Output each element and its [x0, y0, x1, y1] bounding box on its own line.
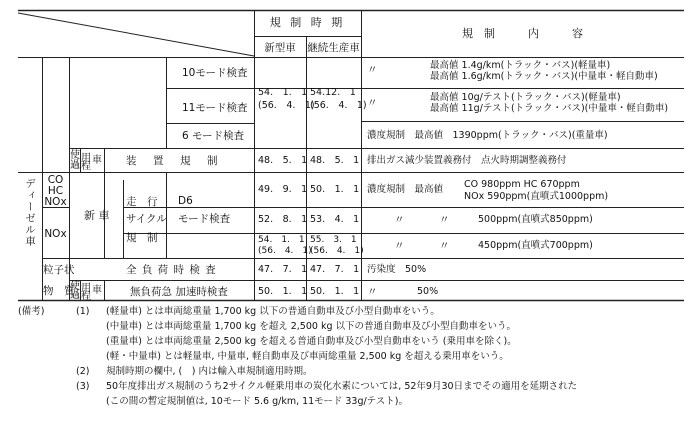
row3-test: 6 モード検査	[182, 130, 245, 142]
pollutant-co: CO	[47, 174, 64, 186]
shiyo-katei-label-2e: 車	[92, 285, 102, 296]
row2-shingata-b: (56. 4. 1)	[258, 100, 315, 111]
row5-shingata: 49. 9. 1	[258, 184, 308, 195]
header-keizoku: 継続生産車	[307, 42, 360, 54]
row9-desc: 50%	[417, 286, 439, 297]
row4-shingata: 48. 5. 1	[258, 155, 308, 166]
shiyo-katei-label-1e: 車	[92, 155, 102, 166]
row7-desc: 450ppm(直噴式700ppm)	[478, 240, 593, 251]
row7-mark: 〃	[394, 240, 405, 252]
row9-keizoku: 50. 1. 1	[310, 286, 360, 297]
note1-num: (1)	[76, 306, 90, 317]
row1-desc2: 最高値 1.6g/km(トラック・バス)(中量車・軽自動車)	[430, 71, 658, 82]
row5-desc-c: NOx 590ppm(直噴式1000ppm)	[464, 191, 609, 202]
header-shingata: 新型車	[264, 42, 296, 54]
notes-label: (備考)	[18, 306, 45, 317]
pollutant-ryushi-2: 物 質	[43, 285, 75, 297]
row5-test-e: モード検査	[178, 213, 231, 225]
row9-test: 無負荷急 加速時検査	[130, 286, 228, 298]
pollutant-nox: NOx	[44, 196, 67, 208]
row2-desc2: 最高値 11g/テスト(トラック・バス)(中量車・軽自動車)	[430, 103, 669, 114]
header-kisei-naiyo: 規 制 内 容	[462, 27, 583, 40]
row2-desc1: 最高値 10g/テスト(トラック・バス)(軽量車)	[430, 92, 621, 103]
row5-test-b: サイクル	[126, 213, 167, 225]
shiyo-katei-label-1a: 使	[70, 150, 80, 161]
shiyo-katei-label-1b: 過	[70, 160, 80, 171]
row2-keizoku-b: (56. 4. 1)	[310, 100, 367, 111]
shinsha-label: 新 車	[84, 209, 110, 222]
note3-b: (この間の暫定規制値は, 10モード 5.6 g/km, 11モード 33g/テスト)。	[106, 396, 409, 407]
row5-keizoku: 50. 1. 1	[310, 184, 360, 195]
row9-shingata: 50. 1. 1	[258, 286, 308, 297]
row4-desc: 排出ガス減少装置義務付 点火時期調整義務付	[367, 155, 567, 166]
pollutant-ryushi-1: 粒子状	[43, 264, 75, 276]
shiyo-katei-label-2a: 使	[70, 281, 80, 292]
row6-mark2: 〃	[439, 214, 450, 226]
note1-a: (軽量車) とは車両総重量 1,700 kg 以下の普通自動車及び小型自動車をいう。	[106, 306, 440, 317]
note1-c: (重量車) とは車両総重量 2,500 kg を超える普通自動車及び小型自動車をいう (乗用車を除く)。	[106, 336, 517, 347]
row7-shingata-a: 54. 1. 1	[258, 235, 305, 245]
row5-test-d: D6	[178, 195, 193, 207]
row5-desc-b: CO 980ppm HC 670ppm	[464, 179, 580, 190]
row7-mark2: 〃	[439, 240, 450, 252]
row6-keizoku: 53. 4. 1	[310, 214, 360, 225]
shiyo-katei-label-2b: 過	[70, 290, 80, 301]
row3-desc: 濃度規制 最高値 1390ppm(トラック・バス)(重量車)	[367, 130, 608, 141]
row7-shingata-b: (56. 4. 1)	[258, 246, 312, 256]
row4-keizoku: 48. 5. 1	[310, 155, 360, 166]
note3-a: 50年度排出ガス規制のうち2サイクル軽乗用車の炭化水素については, 52年9月30日までその適用を延期された	[106, 381, 578, 392]
row6-mark: 〃	[394, 214, 405, 226]
header-kisei-jiki: 規 制 時 期	[269, 16, 346, 29]
note1-d: (軽・中量車) とは軽量車, 中量車, 軽自動車及び車両総重量 2,500 kg を超える乗用車をいう。	[106, 351, 509, 362]
row8-shingata: 47. 7. 1	[258, 264, 308, 275]
row9-mark: 〃	[367, 286, 378, 298]
row8-desc: 汚染度 50%	[367, 264, 427, 275]
note3-num: (3)	[76, 381, 90, 392]
row2-test: 11モード検査	[182, 102, 248, 114]
row2-mark: 〃	[367, 97, 378, 109]
row6-shingata: 52. 8. 1	[258, 214, 308, 225]
row2-shingata-a: 54. 1. 1	[258, 87, 308, 98]
row2-keizoku-a: 54.12. 1	[310, 87, 356, 98]
row1-desc1: 最高値 1.4g/km(トラック・バス)(軽量車)	[430, 60, 611, 71]
row7-keizoku-a: 55. 3. 1	[310, 235, 357, 245]
row5-test-c: 規 制	[126, 232, 158, 244]
shiyo-katei-label-2c: 用	[81, 283, 91, 294]
note2: 規制時期の欄中, ( ) 内は輸入車規制適用時期。	[106, 366, 313, 377]
row5-desc-a: 濃度規制 最高値	[367, 184, 444, 195]
row5-test-a: 走 行	[126, 196, 158, 208]
diesel-group-label: ディーゼル車	[24, 178, 36, 247]
row7-keizoku-b: (56. 4. 1)	[310, 246, 364, 256]
pollutant-hc: HC	[47, 185, 64, 197]
row8-keizoku: 47. 7. 1	[310, 264, 360, 275]
row1-test: 10モード検査	[182, 67, 248, 79]
shiyo-katei-label-1d: 程	[81, 161, 91, 172]
note2-num: (2)	[76, 366, 90, 377]
shiyo-katei-label-1c: 用	[81, 153, 91, 164]
row8-test: 全 負 荷 時 検 査	[126, 264, 217, 276]
shiyo-katei-label-2d: 程	[81, 291, 91, 302]
pollutant-nox-2: NOx	[44, 228, 67, 240]
row6-desc: 500ppm(直噴式850ppm)	[478, 214, 593, 225]
row1-mark: 〃	[367, 64, 378, 76]
note1-b: (中量車) とは車両総重量 1,700 kg を超え 2,500 kg 以下の普通自動車及び小型自動車をいう。	[106, 321, 517, 332]
row4-test: 装 置 規 制	[126, 155, 221, 167]
